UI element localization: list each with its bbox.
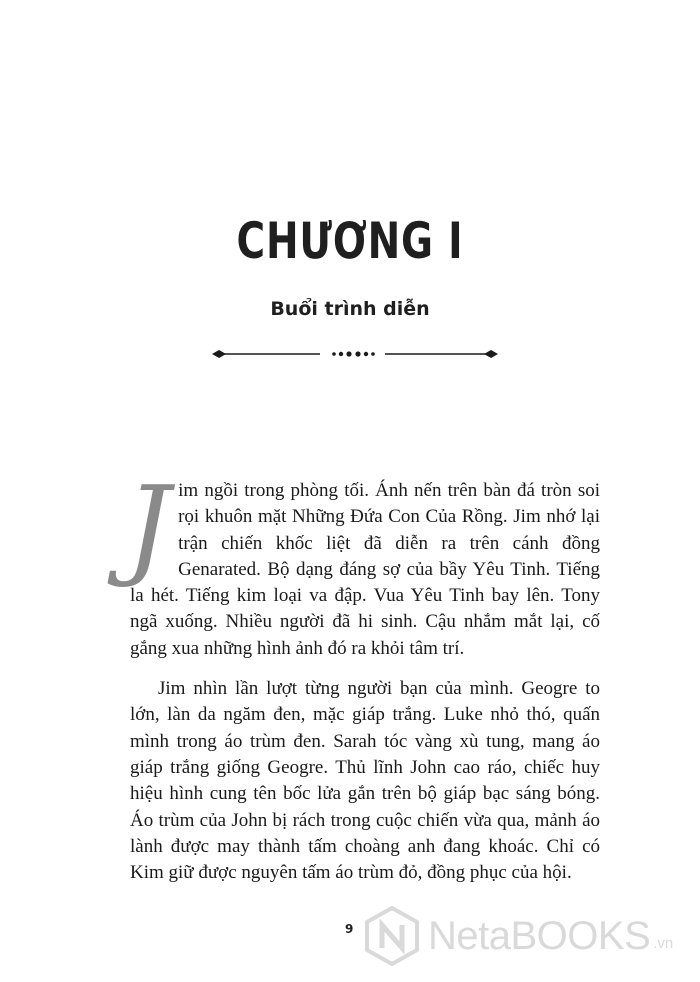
netabooks-logo-icon (364, 906, 420, 966)
body-text (126, 462, 600, 886)
watermark-suffix: .vn (653, 934, 674, 952)
watermark (364, 904, 673, 968)
page-number: 9 (345, 922, 354, 936)
drop-cap: J (126, 462, 171, 590)
ornament-divider (210, 344, 500, 364)
watermark-text: NetaBOOKS (428, 913, 651, 958)
paragraph-1 (126, 462, 600, 662)
chapter-subtitle: Buổi trình diễn (270, 298, 430, 320)
paragraph-1-text: im ngồi trong phòng tối. Ánh nến trên bàn đá tròn soi rọi khuôn mặt Những Đứa Con Của Rồng. Jim nhớ lại trận chiến khốc liệt đã diễn ra trên cánh đồng Genarated. Bộ dạng đáng sợ của bầy Yêu Tinh. Tiếng la hét. Tiếng kim loại va đập. Vua Yêu Tinh bay lên. Tony ngã xuống. Nhiều người đã hi sinh. Cậu nhắm mắt lại, cố gắng xua những hình ảnh đó ra khỏi tâm trí. (130, 480, 600, 659)
chapter-title: CHƯƠNG I (236, 212, 464, 270)
paragraph-2: Jim nhìn lần lượt từng người bạn của mình. Geogre to lớn, làn da ngăm đen, mặc giáp trắng. Luke nhỏ thó, quấn mình trong áo trùm đen. Sarah tóc vàng xù tung, mang áo giáp trắng giống Geogre. Thủ lĩnh John cao ráo, chiếc huy hiệu hình cung tên bốc lửa gắn trên bộ giáp bạc sáng bóng. Áo trùm của John bị rách trong cuộc chiến vừa qua, mảnh áo lành được may thành tấm choàng anh đang khoác. Chỉ có Kim giữ được nguyên tấm áo trùm đỏ, đồng phục của hội. (130, 678, 600, 884)
